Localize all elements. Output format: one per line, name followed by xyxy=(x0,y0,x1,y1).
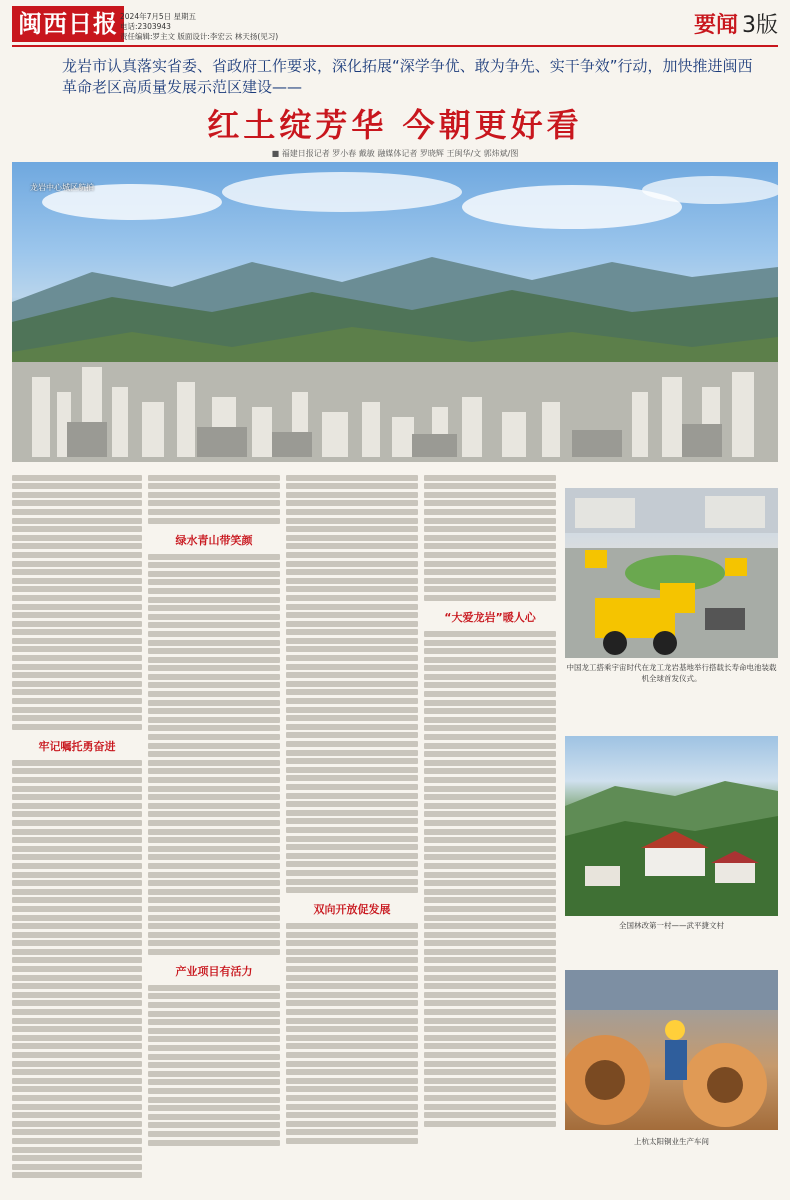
text-block xyxy=(286,475,418,894)
text-block xyxy=(12,760,142,1179)
main-headline: 红土绽芳华 今朝更好看 xyxy=(207,106,583,144)
subhead-2: 绿水青山带笑颜 xyxy=(175,533,253,547)
photo-copper-workshop xyxy=(565,970,778,1130)
subhead-4: 双向开放促发展 xyxy=(313,903,391,917)
subhead-5: “大爱龙岩”暖人心 xyxy=(444,610,536,624)
hero-photo xyxy=(12,162,778,462)
byline: ■ 福建日报记者 罗小春 戴敏 融媒体记者 罗晓辉 王闽华/文 郭炜斌/图 xyxy=(271,149,519,158)
newspaper-logo: 闽西日报 xyxy=(12,6,124,42)
issue-date: 2024年7月5日 星期五 xyxy=(120,12,197,21)
photo-caption-1: 中国龙工搭乘宇宙时代在龙工龙岩基地举行搭载长寿命电池装载机全球首发仪式。 xyxy=(566,663,777,683)
masthead-rule xyxy=(12,45,778,47)
column-2 xyxy=(148,472,280,1192)
lead-headline: 龙岩市认真落实省委、省政府工作要求，深化拓展“深学争优、敢为争先、实干争效”行动，加快推进闽西革命老区高质量发展示范区建设—— xyxy=(62,57,753,96)
text-block xyxy=(148,475,280,524)
column-4 xyxy=(424,472,556,1192)
text-block xyxy=(286,923,418,1144)
text-block xyxy=(424,631,556,1127)
column-1 xyxy=(12,472,142,1192)
masthead xyxy=(12,6,778,44)
text-block xyxy=(148,985,280,1146)
subhead-1: 牢记嘱托勇奋进 xyxy=(38,739,116,753)
editor-credits: 责任编辑:罗主文 版面设计:李宏云 林天扬(见习) xyxy=(120,32,279,41)
photo-jiewen-village xyxy=(565,736,778,916)
masthead-info xyxy=(120,12,278,42)
page-number: 3版 xyxy=(742,13,778,38)
text-block xyxy=(424,475,556,601)
subhead-3: 产业项目有活力 xyxy=(175,964,253,978)
photo-caption-3: 上杭太阳铜业生产车间 xyxy=(634,1137,709,1146)
phone: 电话:2303943 xyxy=(120,22,171,31)
photo-caption-2: 全国林改第一村——武平捷文村 xyxy=(619,921,724,930)
hero-caption: 龙岩中心城区航拍 xyxy=(30,183,94,192)
photo-loader-launch xyxy=(565,488,778,658)
section-name: 要闻 xyxy=(693,13,738,38)
section-title xyxy=(694,8,778,39)
text-block xyxy=(148,554,280,955)
text-block xyxy=(12,475,142,730)
column-3 xyxy=(286,472,418,1192)
